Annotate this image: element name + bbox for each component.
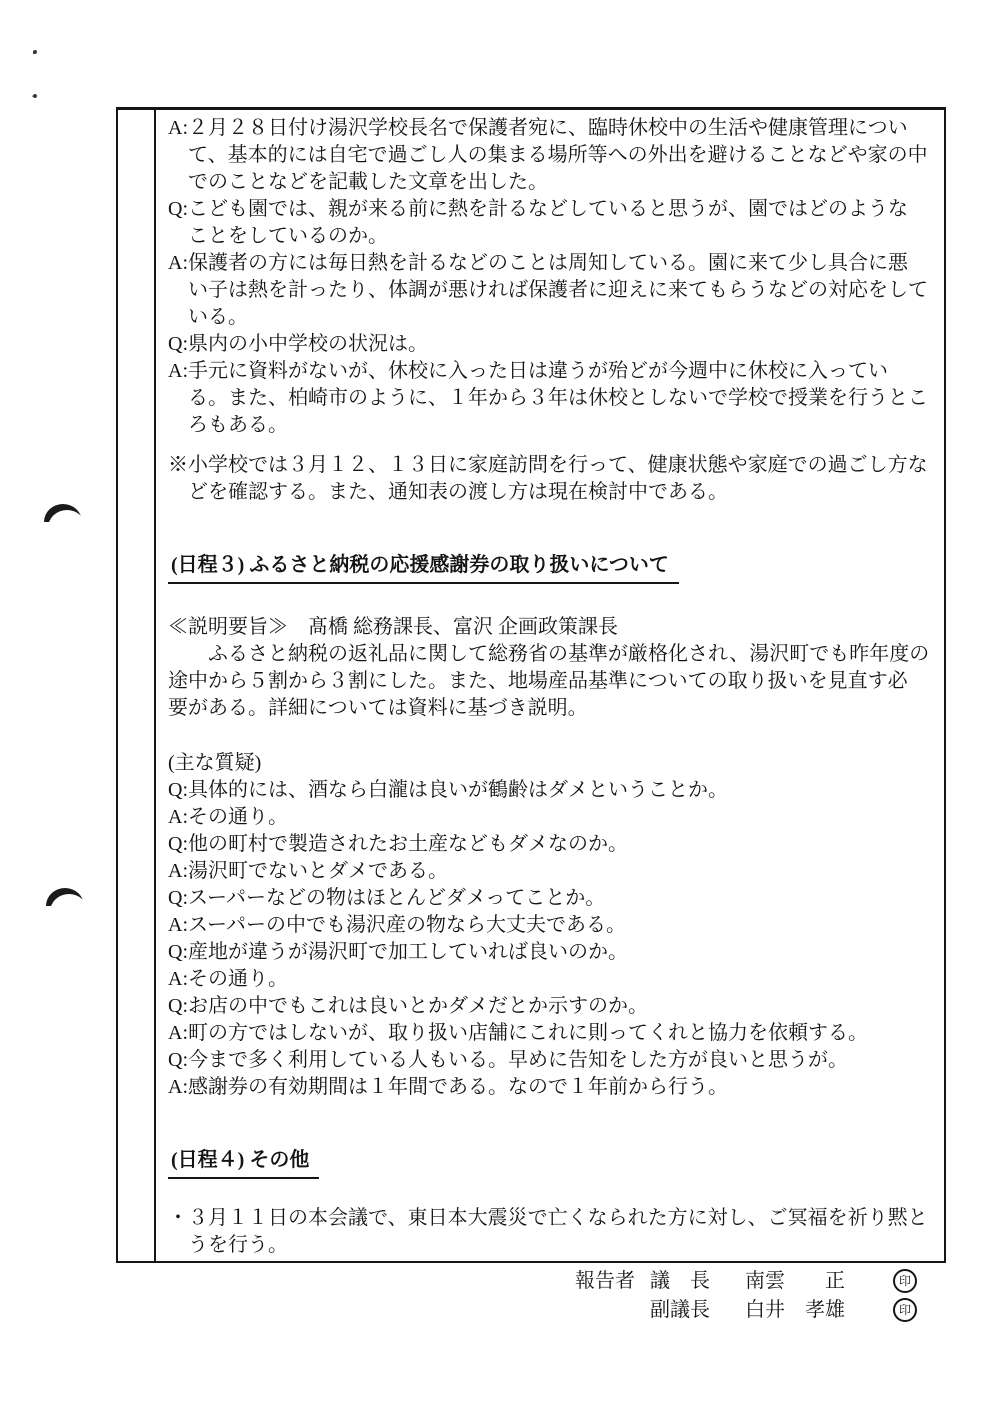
line-text: い子は熱を計ったり、体調が悪ければ保護者に迎えに来てもらうなどの対応をして — [188, 279, 928, 301]
line-text: うを行う。 — [188, 1234, 288, 1256]
document-body — [156, 110, 944, 1261]
line-text: Q:産地が違うが湯沢町で加工していれば良いのか。 — [168, 941, 628, 963]
document-line — [168, 858, 940, 885]
line-text: 途中から５割から３割にした。また、地場産品基準についての取り扱いを見直す必 — [168, 670, 908, 692]
line-text: A:その通り。 — [168, 968, 288, 990]
document-line — [168, 1020, 940, 1047]
line-text: いる。 — [188, 306, 248, 328]
line-text: ふるさと納税の返礼品に関して総務省の基準が厳格化され、湯沢町でも昨年度の — [208, 643, 930, 665]
document-line — [168, 115, 940, 142]
line-text: Q:具体的には、酒なら白瀧は良いが鶴齢はダメということか。 — [168, 779, 728, 801]
line-text: どを確認する。また、通知表の渡し方は現在検討中である。 — [188, 481, 728, 503]
document-line — [168, 939, 940, 966]
line-text: Q:スーパーなどの物はほとんどダメってことか。 — [168, 887, 606, 909]
punch-hole-mark — [44, 504, 82, 522]
spacer — [168, 506, 940, 552]
vice-chairman-name: 白井 孝雄 — [745, 1298, 845, 1321]
line-text: A:町の方ではしないが、取り扱い店舗にこれに則ってくれと協力を依頼する。 — [168, 1022, 868, 1044]
scan-speck — [33, 50, 37, 54]
line-text: (主な質疑) — [168, 752, 262, 774]
chairman-role-label: 議 長 — [650, 1269, 710, 1292]
document-line — [168, 777, 940, 804]
line-text: A:感謝券の有効期間は１年間である。なので１年前から行う。 — [168, 1076, 728, 1098]
document-line — [168, 358, 940, 385]
document-line — [168, 831, 940, 858]
spacer — [168, 439, 940, 452]
document-line — [168, 885, 940, 912]
section-heading — [168, 552, 940, 586]
document-line — [168, 196, 940, 223]
line-text: でのことなどを記載した文章を出した。 — [188, 171, 548, 193]
document-line — [168, 385, 940, 412]
document-line — [168, 668, 940, 695]
frame-margin-column — [118, 110, 156, 1261]
line-text: A:保護者の方には毎日熱を計るなどのことは周知している。園に来て少し具合に悪 — [168, 252, 908, 274]
spacer — [168, 1181, 940, 1205]
line-text: ※小学校では３月１２、１３日に家庭訪問を行って、健康状態や家庭での過ごし方な — [168, 454, 928, 476]
seal-icon: 印 — [893, 1269, 917, 1293]
reporter-label: 報告者 — [575, 1269, 635, 1292]
spacer — [168, 722, 940, 750]
line-text: (日程３) ふるさと納税の応援感謝券の取り扱いについて — [168, 552, 679, 584]
line-text: ≪説明要旨≫ 髙橋 総務課長、富沢 企画政策課長 — [168, 616, 618, 638]
chairman-name: 南雲 正 — [745, 1269, 845, 1292]
document-line — [168, 277, 940, 304]
document-line — [168, 1074, 940, 1101]
document-line — [168, 412, 940, 439]
document-line — [168, 250, 940, 277]
document-line — [168, 1232, 940, 1259]
line-text: A:スーパーの中でも湯沢産の物なら大丈夫である。 — [168, 914, 626, 936]
vice-chairman-role-label: 副議長 — [650, 1298, 710, 1321]
line-text: ろもある。 — [188, 414, 288, 436]
document-lines — [168, 115, 940, 1259]
signature-block — [575, 1266, 923, 1324]
seal-icon: 印 — [893, 1298, 917, 1322]
line-text: Q:こども園では、親が来る前に熱を計るなどしていると思うが、園ではどのような — [168, 198, 908, 220]
line-text: Q:今まで多く利用している人もいる。早めに告知をした方が良いと思うが。 — [168, 1049, 848, 1071]
punch-hole-mark — [46, 888, 84, 906]
document-line — [168, 912, 940, 939]
scan-speck — [32, 93, 38, 99]
line-text: て、基本的には自宅で過ごし人の集まる場所等への外出を避けることなどや家の中 — [188, 144, 928, 166]
line-text: A:その通り。 — [168, 806, 288, 828]
document-line — [168, 331, 940, 358]
document-line — [168, 641, 940, 668]
document-line — [168, 750, 940, 777]
document-line — [168, 452, 940, 479]
document-line — [168, 479, 940, 506]
spacer — [168, 1101, 940, 1147]
document-line — [168, 223, 940, 250]
document-line — [168, 142, 940, 169]
line-text: A:手元に資料がないが、休校に入った日は違うが殆どが今週中に休校に入ってい — [168, 360, 888, 382]
document-line — [168, 993, 940, 1020]
line-text: ・３月１１日の本会議で、東日本大震災で亡くなられた方に対し、ご冥福を祈り黙と — [168, 1207, 928, 1229]
line-text: (日程４) その他 — [168, 1147, 319, 1179]
section-heading — [168, 1147, 940, 1181]
document-line — [168, 304, 940, 331]
document-line — [168, 169, 940, 196]
document-line — [168, 1047, 940, 1074]
line-text: ことをしているのか。 — [188, 225, 388, 247]
line-text: Q:お店の中でもこれは良いとかダメだとか示すのか。 — [168, 995, 648, 1017]
document-line — [168, 804, 940, 831]
line-text: る。また、柏崎市のように、１年から３年は休校としないで学校で授業を行うとこ — [188, 387, 928, 409]
line-text: 要がある。詳細については資料に基づき説明。 — [168, 697, 588, 719]
line-text: Q:他の町村で製造されたお土産などもダメなのか。 — [168, 833, 628, 855]
document-line — [168, 695, 940, 722]
line-text: A:２月２８日付け湯沢学校長名で保護者宛に、臨時休校中の生活や健康管理につい — [168, 117, 908, 139]
document-line — [168, 966, 940, 993]
line-text: A:湯沢町でないとダメである。 — [168, 860, 448, 882]
spacer — [168, 586, 940, 614]
document-frame — [116, 107, 946, 1263]
document-line — [168, 1205, 940, 1232]
document-line — [168, 614, 940, 641]
line-text: Q:県内の小中学校の状況は。 — [168, 333, 428, 355]
